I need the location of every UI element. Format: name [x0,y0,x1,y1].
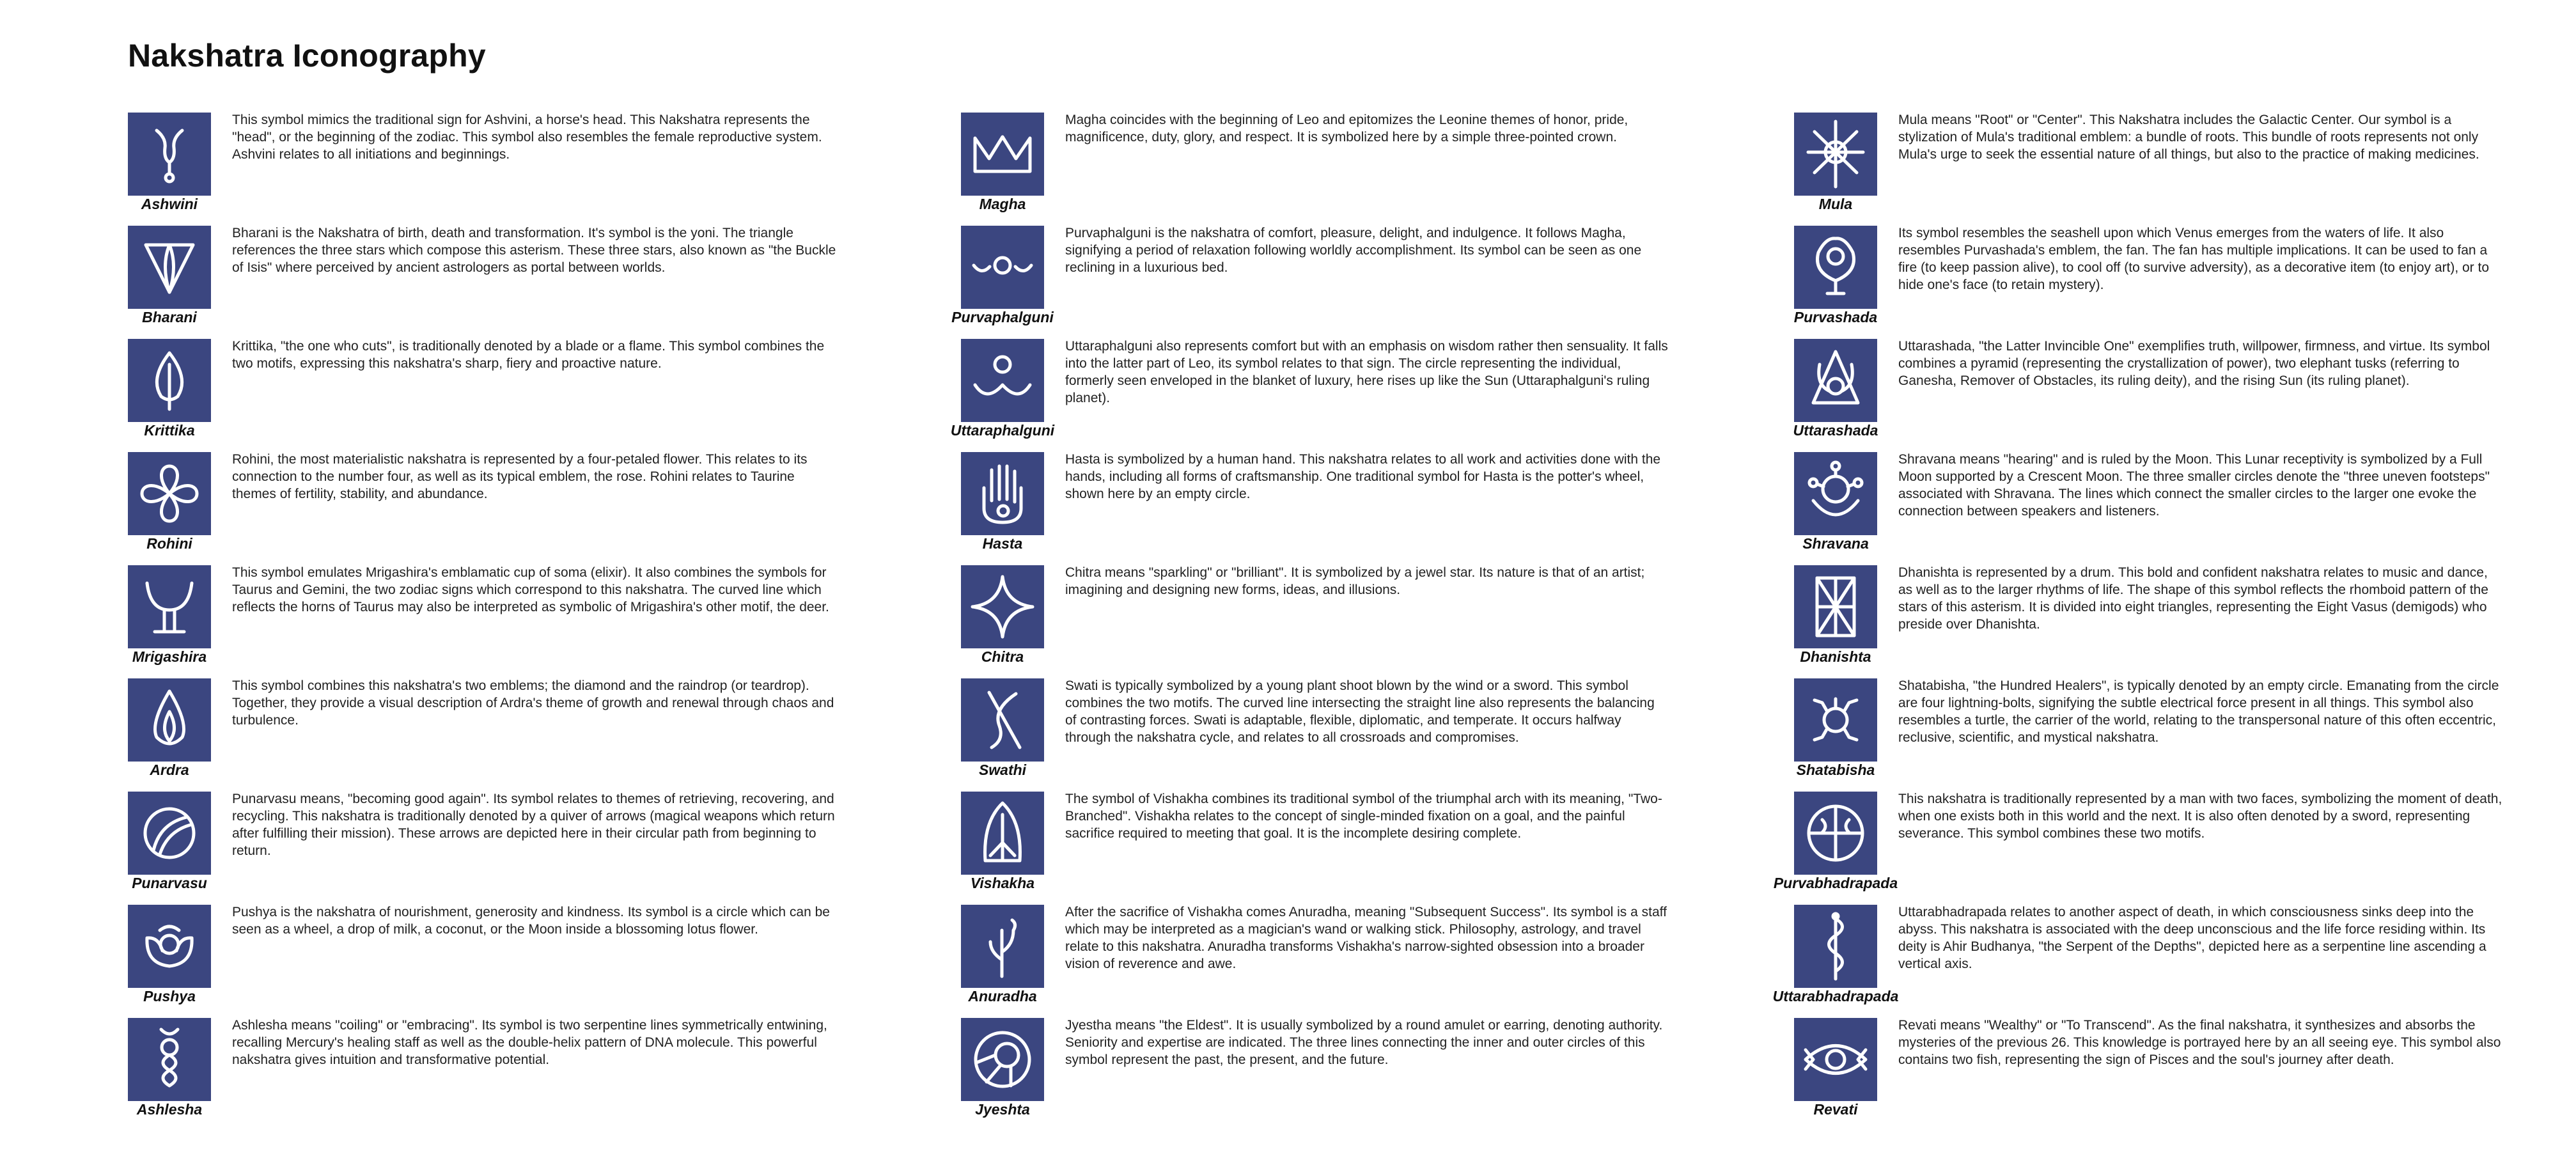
nakshatra-entry-rohini [128,451,850,564]
nakshatra-name: Magha [979,196,1026,212]
soma-cup-icon [128,565,211,648]
nakshatra-description: Revati means "Wealthy" or "To Transcend". As the final nakshatra, it synthesizes and absorbs the mysteries of the previous 26. This knowledge is portrayed here by an all seeing eye. This symbol also contains two fish, representing the sign of Pisces and the soul's journey after death. [1898,1018,2501,1067]
nakshatra-entry-ardra [128,677,850,790]
drum-icon [1794,565,1877,648]
triumphal-arch-icon [961,792,1044,875]
nakshatra-entry-chitra [961,564,1683,677]
nakshatra-entry-swathi [961,677,1683,790]
nakshatra-entry-shatabisha [1794,677,2517,790]
nakshatra-entry-mrigashira [128,564,850,677]
nakshatra-entry-hasta [961,451,1683,564]
nakshatra-name: Rohini [146,535,192,552]
nakshatra-name: Mrigashira [132,648,207,665]
serpent-of-depths-icon [1794,905,1877,988]
nakshatra-description: Mula means "Root" or "Center". This Nakshatra includes the Galactic Center. Our symbol is a stylization of Mula's traditional emblem: a bundle of roots. This bundle of roots represents not only Mula's urge to seek the essential nature of all things, but also to the practice of making medicines. [1898,113,2479,162]
nakshatra-entry-magha [961,111,1683,224]
nakshatra-name: Revati [1813,1101,1858,1118]
nakshatra-name: Uttarashada [1793,422,1878,439]
nakshatra-description: Ashlesha means "coiling" or "embracing". Its symbol is two serpentine lines symmetrically entwining, recalling Mercury's healing staff as well as the double-helix pattern of DNA molecule. This powerful nakshatra gives intuition and transformative potential. [232,1018,827,1067]
nakshatra-entry-ashwini [128,111,850,224]
nakshatra-description: Chitra means "sparkling" or "brilliant". It is symbolized by a jewel star. Its nature is that of an artist; imagining and designing new forms, ideas, and illusions. [1065,565,1645,597]
yoni-triangle-icon [128,226,211,309]
page-title: Nakshatra Iconography [128,38,486,74]
nakshatra-entry-uttaraphalguni [950,338,1683,451]
nakshatra-name: Hasta [982,535,1023,552]
nakshatra-name: Shatabisha [1796,762,1875,778]
nakshatra-description: Punarvasu means, "becoming good again". Its symbol relates to themes of retrieving, recovering, and recycling. This nakshatra is traditionally denoted by a quiver of arrows (magical weapons which return after fulfilling their mission). These arrows are depicted here in their circular path from beginning to return. [232,792,835,858]
nakshatra-description: Uttarabhadrapada relates to another aspect of death, in which consciousness sinks deep into the abyss. This nakshatra is associated with the deep unconscious and the life force residing within. Its deity is Ahir Budhanya, "the Serpent of the Depths", depicted here as a serpentine line ascending a vertical axis. [1898,905,2486,971]
nakshatra-name: Punarvasu [132,875,207,891]
hand-icon [961,452,1044,535]
lotus-moon-icon [128,905,211,988]
nakshatra-description: Purvaphalguni is the nakshatra of comfort, pleasure, delight, and indulgence. It follows Magha, signifying a period of relaxation following worldly accomplishment. Its symbol can be seen as one reclining in a luxurious bed. [1065,226,1642,275]
nakshatra-name: Purvabhadrapada [1773,875,1898,891]
reclining-figure-icon [961,226,1044,309]
horse-head-icon [128,113,211,196]
nakshatra-name: Purvashada [1793,309,1878,325]
nakshatra-entry-krittika [128,338,850,451]
nakshatra-entry-pushya [128,903,850,1017]
nakshatra-entry-ashlesha [128,1017,850,1130]
nakshatra-name: Shravana [1802,535,1869,552]
nakshatra-description: This nakshatra is traditionally represented by a man with two faces, symbolizing the moment of death, when one exists both in this world and the next. It is also often denoted by a sword, representing severance. This symbol combines these two motifs. [1898,792,2502,841]
three-footsteps-moon-icon [1794,452,1877,535]
nakshatra-name: Vishakha [970,875,1035,891]
nakshatra-entry-bharani [128,224,850,338]
nakshatra-description: Uttarashada, "the Latter Invincible One" exemplifies truth, willpower, firmness, and virtue. Its symbol combines a pyramid (representing the crystallization of power), two elephant tusks (referring to Ganesha, Remover of Obstacles, its ruling deity), and the rising Sun (its ruling planet). [1898,339,2490,388]
nakshatra-description: Swati is typically symbolized by a young plant shoot blown by the wind or a sword. This symbol combines the two motifs. The curved line intersecting the straight line also represents the balancing of contrasting forces. Swati is adaptable, flexible, diplomatic, and temperate. It occurs halfway through the nakshatra cycle, and relates to all crossroads and compromises. [1065,678,1655,745]
jewel-star-icon [961,565,1044,648]
nakshatra-name: Uttaraphalguni [950,422,1055,439]
nakshatra-name: Pushya [143,988,196,1004]
nakshatra-name: Chitra [981,648,1024,665]
blade-flame-icon [128,339,211,422]
nakshatra-entry-purvashada [1794,224,2517,338]
nakshatra-entry-mula [1794,111,2517,224]
nakshatra-entry-purvaphalguni [951,224,1683,338]
nakshatra-entry-uttarabhadrapada [1772,903,2517,1017]
serpentine-helix-icon [128,1018,211,1101]
pyramid-tusks-icon [1794,339,1877,422]
raindrop-diamond-icon [128,678,211,762]
nakshatra-entry-jyeshta [961,1017,1683,1130]
seeing-eye-fish-icon [1794,1018,1877,1101]
four-petal-flower-icon [128,452,211,535]
nakshatra-description: Rohini, the most materialistic nakshatra is represented by a four-petaled flower. This relates to its connection to the number four, as well as its typical emblem, the rose. Rohini relates to Taurine themes of fertility, stability, and abundance. [232,452,808,501]
hundred-healers-icon [1794,678,1877,762]
nakshatra-description: Krittika, "the one who cuts", is traditionally denoted by a blade or a flame. This symbol combines the two motifs, expressing this nakshatra's sharp, fiery and proactive nature. [232,339,825,371]
nakshatra-name: Bharani [142,309,197,325]
nakshatra-entry-vishakha [961,790,1683,903]
nakshatra-name: Mula [1818,196,1853,212]
seashell-fan-icon [1794,226,1877,309]
nakshatra-description: Jyestha means "the Eldest". It is usually symbolized by a round amulet or earring, denoting authority. Seniority and expertise are indicated. The three lines connecting the inner and outer circles of this symbol represent the past, the present, and the future. [1065,1018,1663,1067]
bundle-of-roots-icon [1794,113,1877,196]
nakshatra-description: This symbol emulates Mrigashira's emblamatic cup of soma (elixir). It also combines the symbols for Taurus and Gemini, the two zodiac signs which correspond to this nakshatra. The curved line which reflects the horns of Taurus may also be interpreted as symbolic of Mrigashira's other motif, the deer. [232,565,829,614]
nakshatra-description: The symbol of Vishakha combines its traditional symbol of the triumphal arch with its meaning, "Two-Branched". Vishakha relates to the concept of single-minded fixation on a goal, and the painful sacrifice required to meeting that goal. It is the incomplete desiring complete. [1065,792,1662,841]
nakshatra-name: Anuradha [968,988,1037,1004]
nakshatra-description: Bharani is the Nakshatra of birth, death and transformation. It's symbol is the yoni. The triangle references the three stars which compose this asterism. These three stars, also known as "the Buckle of Isis" where perceived by ancient astrologers as portal between worlds. [232,226,836,275]
magician-staff-icon [961,905,1044,988]
nakshatra-description: After the sacrifice of Vishakha comes Anuradha, meaning "Subsequent Success". Its symbol is a staff which may be interpreted as a magician's wand or walking stick. Philosophy, astrology, and travel relate to this nakshatra. Anuradha transforms Vishakha's narrow-sighted obsession into a broader vision of reverence and awe. [1065,905,1667,971]
nakshatra-name: Swathi [978,762,1027,778]
nakshatra-entry-revati [1794,1017,2517,1130]
nakshatra-description: Magha coincides with the beginning of Leo and epitomizes the Leonine themes of honor, pride, magnificence, duty, glory, and respect. It is symbolized here by a simple three-pointed crown. [1065,113,1628,145]
two-faces-sword-icon [1794,792,1877,875]
nakshatra-name: Purvaphalguni [951,309,1054,325]
plant-shoot-sword-icon [961,678,1044,762]
rising-sun-blanket-icon [961,339,1044,422]
nakshatra-description: Shatabisha, "the Hundred Healers", is typically denoted by an empty circle. Emanating from the circle are four lightning-bolts, signifying the subtle electrical force present in all things. This symbol also resembles a turtle, the carrier of the world, relating to the transpersonal nature of this often eccentric, reclusive, scientific, and mystical nakshatra. [1898,678,2499,745]
nakshatra-description: Shravana means "hearing" and is ruled by the Moon. This Lunar receptivity is symbolized by a Full Moon supported by a Crescent Moon. The three smaller circles denote the "three uneven footsteps" associated with Shravana. The lines which connect the smaller circles to the larger one evoke the connection between speakers and listeners. [1898,452,2490,519]
round-amulet-icon [961,1018,1044,1101]
nakshatra-description: Uttaraphalguni also represents comfort but with an emphasis on wisdom rather then sensuality. It falls into the latter part of Leo, its symbol relates to that sign. The circle representing the individual, formerly seen enveloped in the blanket of luxury, here rises up like the Sun (Uttaraphalguni's ruling planet). [1065,339,1668,405]
nakshatra-entry-shravana [1794,451,2517,564]
quiver-arrows-icon [128,792,211,875]
nakshatra-name: Ashwini [141,196,198,212]
nakshatra-name: Krittika [144,422,195,439]
nakshatra-entry-uttarashada [1794,338,2517,451]
nakshatra-entry-anuradha [961,903,1683,1017]
crown-icon [961,113,1044,196]
nakshatra-entry-purvabhadrapada [1773,790,2517,903]
nakshatra-entry-punarvasu [128,790,850,903]
nakshatra-description: This symbol mimics the traditional sign for Ashvini, a horse's head. This Nakshatra represents the "head", or the beginning of the zodiac. This symbol also resembles the female reproductive system. Ashvini relates to all initiations and beginnings. [232,113,822,162]
nakshatra-description: Dhanishta is represented by a drum. This bold and confident nakshatra relates to music and dance, as well as to the larger rhythms of life. The shape of this symbol reflects the rhomboid pattern of the stars of this asterism. It is divided into eight triangles, representing the Eight Vasus (demigods) who preside over Dhanishta. [1898,565,2488,632]
nakshatra-name: Jyeshta [975,1101,1030,1118]
nakshatra-description: Hasta is symbolized by a human hand. This nakshatra relates to all work and activities done with the hands, including all forms of craftsmanship. One traditional symbol for Hasta is the potter's wheel, shown here by an empty circle. [1065,452,1661,501]
nakshatra-description: This symbol combines this nakshatra's two emblems; the diamond and the raindrop (or teardrop). Together, they provide a visual description of Ardra's theme of growth and renewal through chaos and turbulence. [232,678,834,728]
nakshatra-name: Ashlesha [136,1101,203,1118]
nakshatra-grid [128,111,2517,1130]
nakshatra-name: Dhanishta [1800,648,1871,665]
nakshatra-description: Its symbol resembles the seashell upon which Venus emerges from the waters of life. It also resembles Purvashada's emblem, the fan. The fan has multiple implications. It can be used to fan a fire (to keep passion alive), to cool off (to survive adversity), as a decorative item (to enjoy art), or to hide one's face (to retain mystery). [1898,226,2490,292]
nakshatra-name: Uttarabhadrapada [1772,988,1899,1004]
nakshatra-description: Pushya is the nakshatra of nourishment, generosity and kindness. Its symbol is a circle which can be seen as a wheel, a drop of milk, a coconut, or the Moon inside a blossoming lotus flower. [232,905,830,937]
nakshatra-name: Ardra [150,762,189,778]
nakshatra-entry-dhanishta [1794,564,2517,677]
